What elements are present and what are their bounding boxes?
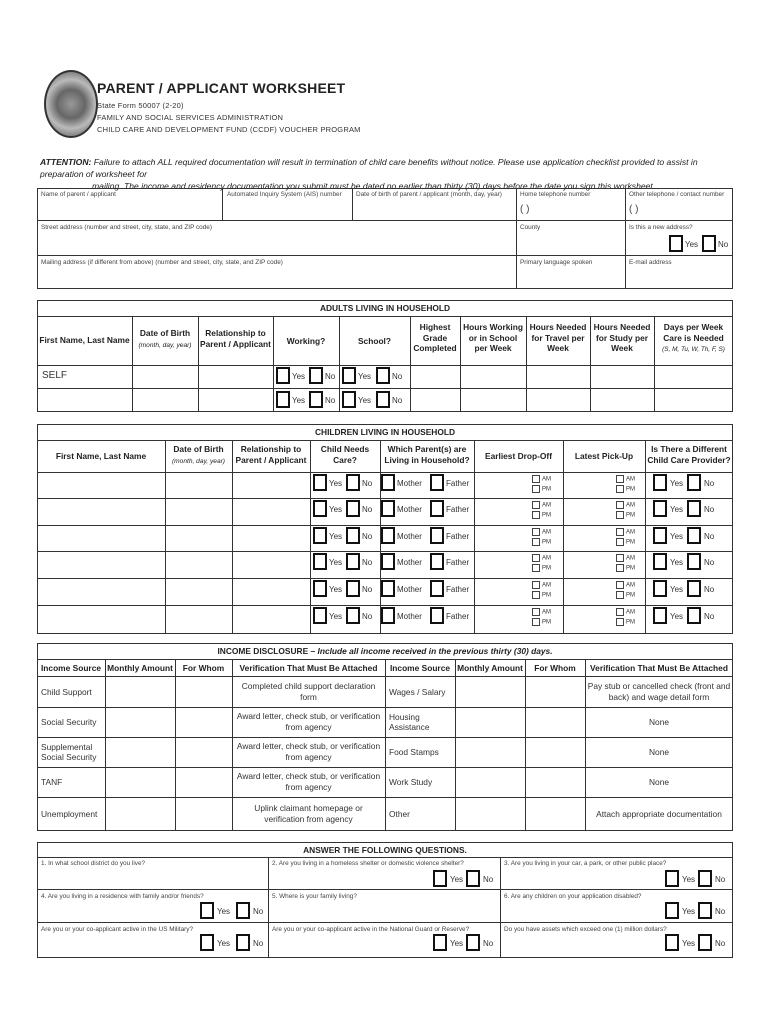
adult2-school-yes-checkbox[interactable] [342, 391, 356, 408]
yes-label: Yes [358, 372, 372, 381]
income-right-verification: None [648, 746, 670, 757]
question-9: Do you have assets which exceed one (1) million dollars? [504, 926, 667, 933]
question-1: 1. In what school district do you live? [41, 860, 146, 867]
yes-label: Yes [329, 585, 343, 594]
child4-pickup-ampm [616, 554, 635, 573]
hs-1: Hours Needed [593, 322, 651, 332]
child6-pickup-am-checkbox[interactable] [616, 608, 624, 616]
children-header-parents [380, 444, 474, 465]
email-field[interactable]: E-mail address [629, 259, 672, 266]
child3-provider-yes-checkbox[interactable] [653, 527, 667, 544]
income-left-source: TANF [41, 777, 63, 787]
child6-pickup-pm-checkbox[interactable] [616, 618, 624, 626]
child5-provider-yes-checkbox[interactable] [653, 580, 667, 597]
income-right-source: Work Study [389, 777, 433, 787]
child2-pickup-ampm [616, 501, 635, 520]
yes-label: Yes [329, 505, 343, 514]
ht-2: for Travel per [531, 332, 585, 343]
pm-label: PM [626, 486, 635, 493]
ais-number-field[interactable]: Automated Inquiry System (AIS) number [227, 191, 342, 198]
q2-yes-checkbox[interactable] [433, 870, 447, 887]
income-right-source: Housing Assistance [389, 712, 430, 732]
child3-father-checkbox[interactable] [430, 527, 444, 544]
father-label: Father [446, 585, 470, 594]
pm-label: PM [542, 486, 551, 493]
yes-label: Yes [329, 479, 343, 488]
form-number: State Form 50007 (2-20) [97, 101, 184, 110]
child4-provider-yes-checkbox[interactable] [653, 553, 667, 570]
attention-label: ATTENTION: [40, 157, 92, 167]
income-header-verification: Verification That Must Be Attached [239, 663, 378, 673]
father-label: Father [446, 505, 470, 514]
children-header-dropoff: Earliest Drop-Off [484, 451, 552, 461]
diff-2: Child Care Provider? [647, 454, 731, 465]
program-name: CHILD CARE AND DEVELOPMENT FUND (CCDF) VOUCHER PROGRAM [97, 125, 361, 134]
diff-1: Is There a Different [651, 444, 727, 454]
adult2-school-no-checkbox[interactable] [376, 391, 390, 408]
child4-pickup-am-checkbox[interactable] [616, 554, 624, 562]
mother-label: Mother [397, 532, 422, 541]
no-label: No [483, 939, 494, 948]
child5-mother-checkbox[interactable] [381, 580, 395, 597]
adults-header-relationship [198, 328, 273, 349]
income-header-source-2: Income Source [389, 663, 451, 673]
child1-dropoff-am-checkbox[interactable] [532, 475, 540, 483]
pm-label: PM [626, 512, 635, 519]
pm-label: PM [542, 512, 551, 519]
yes-label: Yes [217, 939, 231, 948]
income-header-amount: Monthly Amount [107, 663, 173, 673]
income-subtitle: – Include all income received in the previous thirty (30) days. [308, 646, 553, 656]
children-header-name: First Name, Last Name [55, 451, 147, 461]
adults-rel-2: Parent / Applicant [200, 338, 271, 349]
am-label: AM [542, 582, 551, 589]
adult1-school-no-checkbox[interactable] [376, 367, 390, 384]
home-phone-field[interactable]: Home telephone number [520, 191, 591, 198]
child4-dropoff-pm-checkbox[interactable] [532, 564, 540, 572]
yes-label: Yes [682, 907, 696, 916]
adults-section-title: ADULTS LIVING IN HOUSEHOLD [319, 303, 451, 313]
adults-header-working: Working? [286, 336, 326, 346]
child2-provider-yes-checkbox[interactable] [653, 500, 667, 517]
no-label: No [362, 558, 373, 567]
adults-header-dob-sub: (month, day, year) [138, 341, 192, 349]
child6-father-checkbox[interactable] [430, 607, 444, 624]
income-left-source: Supplemental Social Security [41, 742, 97, 762]
need-1: Child Needs [320, 444, 370, 454]
income-right-source: Other [389, 809, 410, 819]
child1-dropoff-pm-checkbox[interactable] [532, 485, 540, 493]
days-2: Care is Needed [663, 332, 724, 343]
question-8: Are you or your co-applicant active in the National Guard or Reserve? [272, 926, 470, 933]
q6-yes-checkbox[interactable] [665, 902, 679, 919]
ht-3: Week [547, 343, 569, 353]
q9-no-checkbox[interactable] [698, 934, 712, 951]
no-label: No [362, 585, 373, 594]
q2-no-checkbox[interactable] [466, 870, 480, 887]
father-label: Father [446, 612, 470, 621]
income-header-source: Income Source [40, 663, 102, 673]
yes-label: Yes [682, 939, 696, 948]
child5-needs-care-no-checkbox[interactable] [346, 580, 360, 597]
yes-label: Yes [329, 532, 343, 541]
hw-1: Hours Working [463, 322, 523, 332]
child1-pickup-pm-checkbox[interactable] [616, 485, 624, 493]
income-header-amount-2: Monthly Amount [457, 663, 523, 673]
child6-dropoff-pm-checkbox[interactable] [532, 618, 540, 626]
child6-provider-yes-checkbox[interactable] [653, 607, 667, 624]
income-right-verification: None [648, 716, 670, 727]
income-left-verification: Award letter, check stub, or verification from agency [236, 711, 381, 732]
child3-needs-care-no-checkbox[interactable] [346, 527, 360, 544]
no-label: No [718, 240, 729, 249]
other-phone-paren: ( ) [629, 204, 639, 215]
am-label: AM [542, 609, 551, 616]
child5-dropoff-ampm [532, 581, 551, 600]
child1-mother-checkbox[interactable] [381, 474, 395, 491]
adults-header-dob-text: Date of Birth [139, 328, 191, 338]
q4-yes-checkbox[interactable] [200, 902, 214, 919]
par-1: Which Parent(s) are [387, 444, 467, 454]
question-7: Are you or your co-applicant active in the US Military? [41, 926, 194, 933]
pm-label: PM [626, 592, 635, 599]
pm-label: PM [542, 592, 551, 599]
child5-pickup-pm-checkbox[interactable] [616, 591, 624, 599]
agency-name: FAMILY AND SOCIAL SERVICES ADMINISTRATION [97, 113, 284, 122]
yes-label: Yes [292, 372, 306, 381]
child2-provider-no-checkbox[interactable] [687, 500, 701, 517]
yes-label: Yes [670, 585, 684, 594]
no-label: No [362, 612, 373, 621]
pm-label: PM [542, 619, 551, 626]
grade-2: Grade [422, 332, 448, 343]
street-address-field[interactable]: Street address (number and street, city, state, and ZIP code) [41, 224, 212, 231]
income-right-source: Wages / Salary [389, 686, 446, 697]
mailing-address-field[interactable]: Mailing address (if different from above) (number and street, city, state, and ZIP code) [41, 259, 283, 266]
no-label: No [715, 875, 726, 884]
new-address-yes-checkbox[interactable] [669, 235, 683, 252]
home-phone-paren: ( ) [520, 204, 530, 215]
question-6: 6. Are any children on your application disabled? [504, 893, 642, 900]
adult1-working-yes-checkbox[interactable] [276, 367, 290, 384]
hs-2: for Study per [595, 332, 649, 343]
grade-3: Completed [413, 343, 457, 353]
no-label: No [704, 558, 715, 567]
child2-mother-checkbox[interactable] [381, 500, 395, 517]
no-label: No [392, 396, 403, 405]
father-label: Father [446, 558, 470, 567]
child6-provider-no-checkbox[interactable] [687, 607, 701, 624]
child5-needs-care-yes-checkbox[interactable] [313, 580, 327, 597]
child6-needs-care-no-checkbox[interactable] [346, 607, 360, 624]
q8-no-checkbox[interactable] [466, 934, 480, 951]
attention-notice [40, 156, 730, 192]
mother-label: Mother [397, 612, 422, 621]
children-rel-2: Parent / Applicant [235, 454, 307, 465]
q6-no-checkbox[interactable] [698, 902, 712, 919]
yes-label: Yes [450, 875, 464, 884]
child1-pickup-am-checkbox[interactable] [616, 475, 624, 483]
yes-label: Yes [670, 558, 684, 567]
adult1-working-no-checkbox[interactable] [309, 367, 323, 384]
q7-no-checkbox[interactable] [236, 934, 250, 951]
child4-father-checkbox[interactable] [430, 553, 444, 570]
child5-pickup-ampm [616, 581, 635, 600]
child4-needs-care-no-checkbox[interactable] [346, 553, 360, 570]
am-label: AM [542, 502, 551, 509]
no-label: No [715, 907, 726, 916]
am-label: AM [626, 609, 635, 616]
question-5: 5. Where is your family living? [272, 893, 357, 900]
new-address-question: Is this a new address? [629, 224, 693, 231]
income-left-source: Unemployment [41, 809, 98, 819]
question-4: 4. Are you living in a residence with family and/or friends? [41, 893, 204, 900]
question-3: 3. Are you living in your car, a park, or other public place? [504, 860, 667, 867]
children-section-title: CHILDREN LIVING IN HOUSEHOLD [314, 427, 456, 437]
adults-header-hours-travel [526, 322, 590, 354]
income-title: INCOME DISCLOSURE [217, 646, 309, 656]
q3-yes-checkbox[interactable] [665, 870, 679, 887]
child2-pickup-pm-checkbox[interactable] [616, 511, 624, 519]
hs-3: Week [611, 343, 633, 353]
dob-field[interactable]: Date of birth of parent / applicant (month, day, year) [356, 191, 502, 198]
yes-label: Yes [670, 532, 684, 541]
no-label: No [704, 479, 715, 488]
children-header-relationship [232, 444, 310, 465]
ht-1: Hours Needed [529, 322, 587, 332]
children-header-dob [165, 444, 232, 467]
child6-mother-checkbox[interactable] [381, 607, 395, 624]
county-field[interactable]: County [520, 224, 541, 231]
child5-dropoff-am-checkbox[interactable] [532, 581, 540, 589]
adults-header-hours-working [460, 322, 526, 354]
am-label: AM [542, 476, 551, 483]
income-header-whom-2: For Whom [534, 663, 576, 673]
hw-3: per Week [474, 343, 512, 353]
child2-needs-care-yes-checkbox[interactable] [313, 500, 327, 517]
am-label: AM [626, 529, 635, 536]
yes-label: Yes [358, 396, 372, 405]
child3-provider-no-checkbox[interactable] [687, 527, 701, 544]
children-header-pickup: Latest Pick-Up [574, 451, 634, 461]
child3-pickup-pm-checkbox[interactable] [616, 538, 624, 546]
child5-father-checkbox[interactable] [430, 580, 444, 597]
income-section-title [37, 646, 733, 656]
no-label: No [715, 939, 726, 948]
child1-provider-yes-checkbox[interactable] [653, 474, 667, 491]
no-label: No [704, 505, 715, 514]
child2-dropoff-am-checkbox[interactable] [532, 501, 540, 509]
child6-needs-care-yes-checkbox[interactable] [313, 607, 327, 624]
am-label: AM [542, 555, 551, 562]
grade-1: Highest [419, 322, 451, 332]
child3-dropoff-ampm [532, 528, 551, 547]
adults-header-dob [132, 328, 198, 351]
yes-label: Yes [685, 240, 699, 249]
yes-label: Yes [670, 612, 684, 621]
child1-pickup-ampm [616, 475, 635, 494]
child2-pickup-am-checkbox[interactable] [616, 501, 624, 509]
adults-header-school: School? [357, 336, 392, 346]
yes-label: Yes [682, 875, 696, 884]
yes-label: Yes [670, 479, 684, 488]
child5-pickup-am-checkbox[interactable] [616, 581, 624, 589]
adult2-working-yes-checkbox[interactable] [276, 391, 290, 408]
no-label: No [362, 505, 373, 514]
am-label: AM [626, 555, 635, 562]
child4-needs-care-yes-checkbox[interactable] [313, 553, 327, 570]
child3-mother-checkbox[interactable] [381, 527, 395, 544]
am-label: AM [626, 502, 635, 509]
attention-text-1: Failure to attach ALL required documentation will result in termination of child care benefits without notice. Please use application checklist provided to assist in preparation of worksheet for [40, 157, 698, 179]
children-header-needs-care [310, 444, 380, 465]
adults-header-days [654, 322, 733, 356]
am-label: AM [626, 476, 635, 483]
no-label: No [362, 479, 373, 488]
income-header-verification-2: Verification That Must Be Attached [590, 663, 728, 673]
state-seal-logo [44, 70, 98, 138]
no-label: No [325, 372, 336, 381]
adult1-school-yes-checkbox[interactable] [342, 367, 356, 384]
no-label: No [253, 907, 264, 916]
question-2: 2. Are you living in a homeless shelter or domestic violence shelter? [272, 860, 464, 867]
adult2-working-no-checkbox[interactable] [309, 391, 323, 408]
questions-section-title: ANSWER THE FOLLOWING QUESTIONS. [303, 845, 467, 855]
no-label: No [704, 532, 715, 541]
q7-yes-checkbox[interactable] [200, 934, 214, 951]
child3-pickup-am-checkbox[interactable] [616, 528, 624, 536]
child4-dropoff-am-checkbox[interactable] [532, 554, 540, 562]
mother-label: Mother [397, 479, 422, 488]
child3-dropoff-am-checkbox[interactable] [532, 528, 540, 536]
no-label: No [392, 372, 403, 381]
no-label: No [483, 875, 494, 884]
child6-dropoff-am-checkbox[interactable] [532, 608, 540, 616]
par-2: Living in Household? [384, 454, 470, 465]
q3-no-checkbox[interactable] [698, 870, 712, 887]
pm-label: PM [626, 565, 635, 572]
pm-label: PM [542, 565, 551, 572]
mother-label: Mother [397, 558, 422, 567]
pm-label: PM [626, 539, 635, 546]
attention-text-2: mailing. The income and residency documentation you submit must be dated no earlier than thirty (30) days before the date you sign this worksheet. [92, 181, 656, 191]
income-left-source: Child Support [41, 686, 92, 697]
hw-2: or in School [468, 332, 518, 343]
parent-name-field[interactable]: Name of parent / applicant [41, 191, 116, 198]
no-label: No [362, 532, 373, 541]
adults-header-grade [410, 322, 460, 354]
am-label: AM [542, 529, 551, 536]
child1-father-checkbox[interactable] [430, 474, 444, 491]
income-left-source: Social Security [41, 717, 97, 727]
income-left-verification: Completed child support declaration form [241, 680, 376, 702]
child1-needs-care-no-checkbox[interactable] [346, 474, 360, 491]
no-label: No [704, 612, 715, 621]
new-address-no-checkbox[interactable] [702, 235, 716, 252]
children-header-different-provider [645, 444, 733, 465]
yes-label: Yes [450, 939, 464, 948]
form-title: PARENT / APPLICANT WORKSHEET [97, 80, 346, 96]
father-label: Father [446, 479, 470, 488]
mother-label: Mother [397, 585, 422, 594]
pm-label: PM [542, 539, 551, 546]
child3-dropoff-pm-checkbox[interactable] [532, 538, 540, 546]
child2-dropoff-pm-checkbox[interactable] [532, 511, 540, 519]
income-right-verification: None [648, 776, 670, 787]
child3-pickup-ampm [616, 528, 635, 547]
child1-dropoff-ampm [532, 475, 551, 494]
yes-label: Yes [217, 907, 231, 916]
children-rel-1: Relationship to [240, 444, 302, 454]
child6-pickup-ampm [616, 608, 635, 627]
income-right-verification: Pay stub or cancelled check (front and back) and wage detail form [587, 680, 731, 702]
child3-needs-care-yes-checkbox[interactable] [313, 527, 327, 544]
income-right-verification: Attach appropriate documentation [596, 808, 722, 819]
yes-label: Yes [329, 612, 343, 621]
language-field[interactable]: Primary language spoken [520, 259, 593, 266]
child2-father-checkbox[interactable] [430, 500, 444, 517]
child1-provider-no-checkbox[interactable] [687, 474, 701, 491]
days-3: (S, M, Tu, W, Th, F, S) [662, 346, 725, 353]
child1-needs-care-yes-checkbox[interactable] [313, 474, 327, 491]
child4-dropoff-ampm [532, 554, 551, 573]
adults-rel-1: Relationship to [205, 328, 266, 338]
yes-label: Yes [292, 396, 306, 405]
q4-no-checkbox[interactable] [236, 902, 250, 919]
income-left-verification: Award letter, check stub, or verification from agency [236, 771, 381, 792]
children-dob-text: Date of Birth [173, 444, 224, 454]
child2-needs-care-no-checkbox[interactable] [346, 500, 360, 517]
adults-header-name: First Name, Last Name [39, 335, 130, 345]
child5-dropoff-pm-checkbox[interactable] [532, 591, 540, 599]
children-dob-sub: (month, day, year) [171, 457, 225, 465]
no-label: No [325, 396, 336, 405]
child4-provider-no-checkbox[interactable] [687, 553, 701, 570]
other-phone-field[interactable]: Other telephone / contact number [629, 191, 725, 198]
days-1: Days per Week [663, 322, 724, 332]
child4-mother-checkbox[interactable] [381, 553, 395, 570]
father-label: Father [446, 532, 470, 541]
adults-header-hours-study [590, 322, 654, 354]
am-label: AM [626, 582, 635, 589]
q8-yes-checkbox[interactable] [433, 934, 447, 951]
pm-label: PM [626, 619, 635, 626]
mother-label: Mother [397, 505, 422, 514]
no-label: No [704, 585, 715, 594]
child5-provider-no-checkbox[interactable] [687, 580, 701, 597]
income-header-whom: For Whom [182, 663, 225, 673]
q9-yes-checkbox[interactable] [665, 934, 679, 951]
child6-dropoff-ampm [532, 608, 551, 627]
child2-dropoff-ampm [532, 501, 551, 520]
income-right-source: Food Stamps [389, 747, 439, 757]
yes-label: Yes [670, 505, 684, 514]
income-left-verification: Uplink claimant homepage or verification from agency [254, 803, 363, 824]
need-2: Care? [333, 454, 357, 465]
child4-pickup-pm-checkbox[interactable] [616, 564, 624, 572]
adult-self-label: SELF [42, 370, 68, 381]
no-label: No [253, 939, 264, 948]
yes-label: Yes [329, 558, 343, 567]
income-left-verification: Award letter, check stub, or verification from agency [236, 741, 381, 762]
